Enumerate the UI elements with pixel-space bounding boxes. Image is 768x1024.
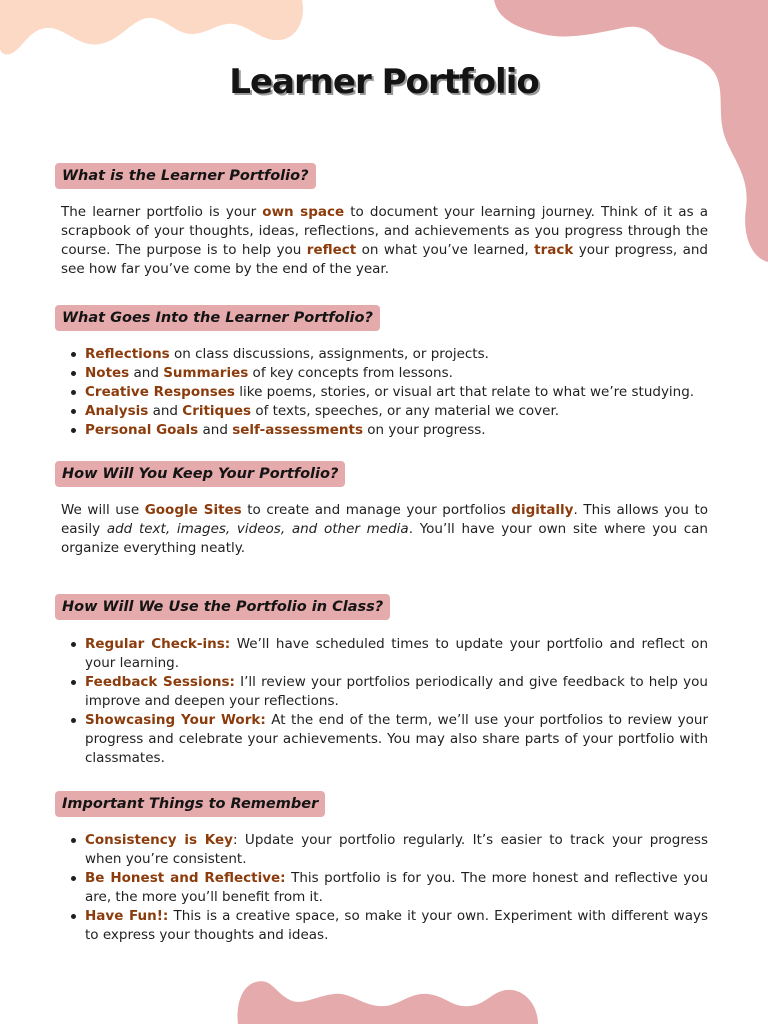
highlight-text: Summaries — [163, 365, 249, 381]
highlight-text: Be Honest and Reflective: — [85, 870, 286, 886]
body-text: . This allows you to easily — [61, 502, 708, 537]
list-item — [85, 869, 708, 907]
body-text: on class discussions, assignments, or projects. — [169, 346, 489, 362]
section-heading-what-is: What is the Learner Portfolio? — [55, 163, 316, 189]
highlight-text: Creative Responses — [85, 384, 235, 400]
body-text: and — [148, 403, 183, 419]
list-item — [85, 345, 708, 364]
highlight-text: Showcasing Your Work: — [85, 712, 266, 728]
highlight-text: own space — [262, 204, 345, 220]
body-text: and — [198, 422, 233, 438]
list-item — [85, 383, 708, 402]
italic-text: add text, images, videos, and other media — [106, 521, 409, 537]
list-item — [85, 402, 708, 421]
body-text: on what you’ve learned, — [356, 242, 535, 258]
list-item — [85, 673, 708, 711]
body-text: . You’ll have your own site where you can organize everything neatly. — [61, 521, 708, 556]
highlight-text: Have Fun!: — [85, 908, 169, 924]
page-title: Learner Portfolio — [229, 62, 539, 102]
section-list-important-things — [85, 831, 708, 945]
highlight-text: Feedback Sessions: — [85, 674, 235, 690]
body-text: The learner portfolio is your — [61, 204, 263, 220]
body-text: This is a creative space, so make it your own. Experiment with different ways to express your thoughts and ideas. — [85, 908, 708, 943]
section-paragraph-what-is — [61, 203, 708, 279]
list-item — [85, 907, 708, 945]
body-text: : Update your portfolio regularly. It’s easier to track your progress when you’re consistent. — [85, 832, 708, 867]
body-text: of key concepts from lessons. — [248, 365, 453, 381]
section-list-what-goes-into — [85, 345, 708, 440]
list-item — [85, 364, 708, 383]
body-text: We’ll have scheduled times to update your portfolio and reflect on your learning. — [85, 636, 708, 671]
highlight-text: Regular Check-ins: — [85, 636, 231, 652]
section-paragraph-how-keep — [61, 501, 708, 558]
list-item — [85, 831, 708, 869]
section-heading-how-keep: How Will You Keep Your Portfolio? — [55, 461, 345, 487]
highlight-text: track — [534, 242, 574, 258]
section-heading-what-goes-into: What Goes Into the Learner Portfolio? — [55, 305, 380, 331]
body-text: and — [129, 365, 164, 381]
section-heading-important-things: Important Things to Remember — [55, 791, 325, 817]
highlight-text: Reflections — [85, 346, 170, 362]
highlight-text: Analysis — [85, 403, 149, 419]
body-text: I’ll review your portfolios periodically and give feedback to help you improve and deepen your reflections. — [85, 674, 708, 709]
body-text: your progress, and see how far you’ve come by the end of the year. — [61, 242, 708, 277]
list-item — [85, 711, 708, 768]
highlight-text: Critiques — [182, 403, 252, 419]
highlight-text: reflect — [306, 242, 357, 258]
highlight-text: self-assessments — [232, 422, 363, 438]
section-heading-how-use: How Will We Use the Portfolio in Class? — [55, 594, 390, 620]
body-text: to create and manage your portfolios — [241, 502, 512, 518]
highlight-text: digitally — [511, 502, 574, 518]
body-text: We will use — [61, 502, 145, 518]
list-item — [85, 635, 708, 673]
highlight-text: Notes — [85, 365, 130, 381]
body-text: At the end of the term, we’ll use your portfolios to review your progress and celebrate your achievements. You may also share parts of your portfolio with classmates. — [85, 712, 709, 766]
body-text: to document your learning journey. Think of it as a scrapbook of your thoughts, ideas, reflections, and achievements as you progress through the course. The purpose is to help you — [61, 204, 708, 258]
highlight-text: Consistency is Key — [85, 832, 233, 848]
highlight-text: Google Sites — [144, 502, 242, 518]
pink-blob-bottom — [232, 978, 542, 1024]
body-text: like poems, stories, or visual art that relate to what we’re studying. — [234, 384, 695, 400]
body-text: of texts, speeches, or any material we cover. — [251, 403, 560, 419]
body-text: This portfolio is for you. The more honest and reflective you are, the more you’ll benefit from it. — [85, 870, 709, 905]
body-text: on your progress. — [362, 422, 486, 438]
highlight-text: Personal Goals — [85, 422, 199, 438]
list-item — [85, 421, 708, 440]
peach-blob-top-left — [0, 0, 305, 60]
section-list-how-use — [85, 635, 708, 768]
